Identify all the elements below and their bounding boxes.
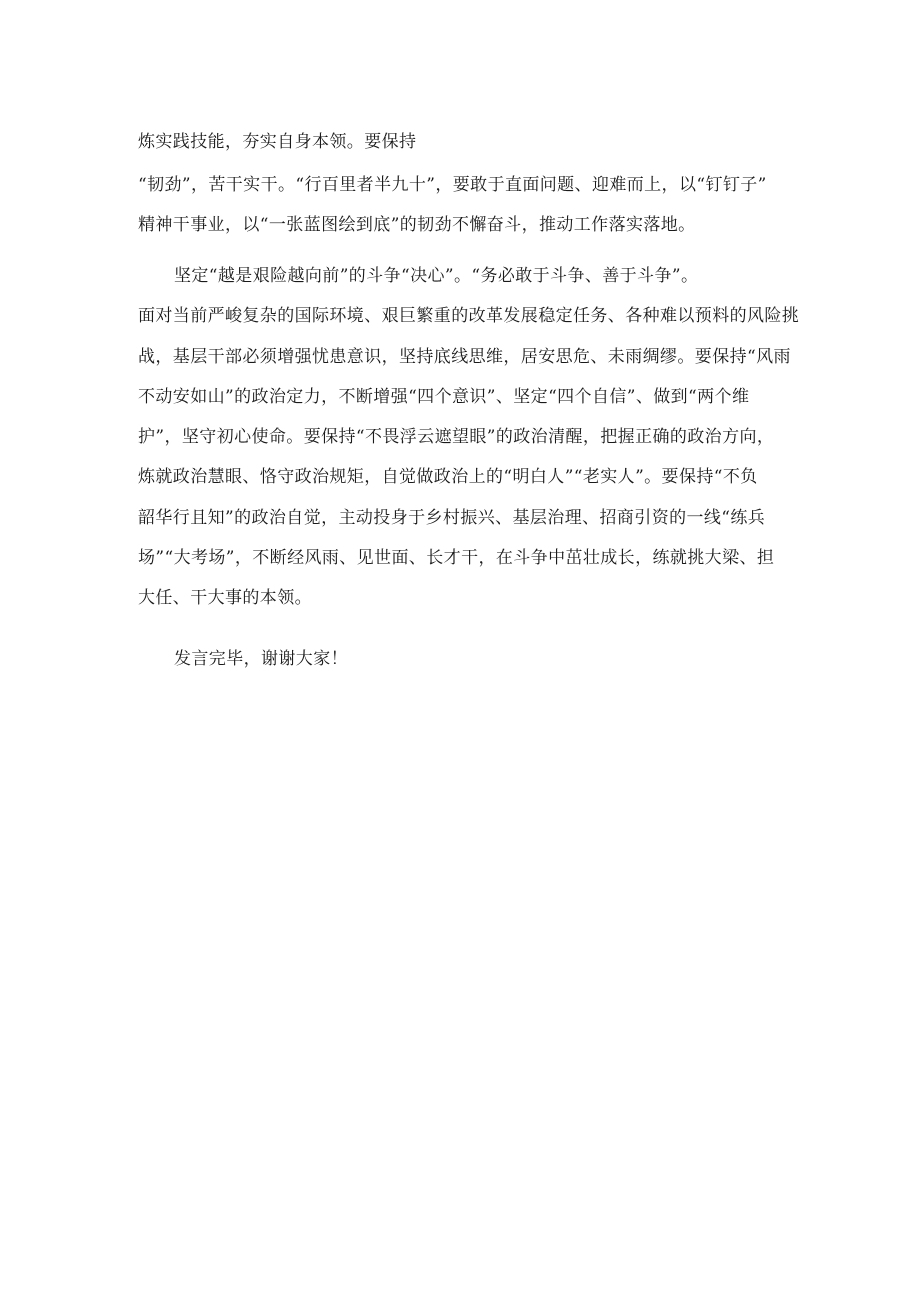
paragraph-line: 炼实践技能，夯实自身本领。要保持: [138, 132, 417, 152]
paragraph-line: 精神干事业，以“一张蓝图绘到底”的韧劲不懈奋斗，推动工作落实落地。: [138, 215, 696, 235]
paragraph-line: 面对当前严峻复杂的国际环境、艰巨繁重的改革发展稳定任务、各种难以预料的风险挑: [138, 306, 800, 326]
paragraph-line: 大任、干大事的本领。: [138, 588, 312, 608]
paragraph-line: 韶华行且知”的政治自觉，主动投身于乡村振兴、基层治理、招商引资的一线“练兵: [138, 508, 766, 528]
paragraph-heading-line: 坚定“越是艰险越向前”的斗争“决心”。“务必敢于斗争、善于斗争”。: [174, 266, 699, 286]
closing-line: 发言完毕，谢谢大家！: [174, 649, 348, 669]
paragraph-line: 战，基层干部必须增强忧患意识，坚持底线思维，居安思危、未雨绸缪。要保持“风雨: [138, 347, 791, 367]
paragraph-line: “韧劲”，苦干实干。“行百里者半九十”，要敢于直面问题、迎难而上，以“钉钉子”: [138, 175, 767, 195]
paragraph-line: 护”，坚守初心使命。要保持“不畏浮云遮望眼”的政治清醒，把握正确的政治方向，: [138, 427, 775, 447]
paragraph-line: 不动安如山”的政治定力，不断增强“四个意识”、坚定“四个自信”、做到“两个维: [138, 387, 750, 407]
paragraph-line: 炼就政治慧眼、恪守政治规矩，自觉做政治上的“明白人”“老实人”。要保持“不负: [138, 467, 758, 487]
paragraph-line: 场”“大考场”，不断经风雨、见世面、长才干，在斗争中茁壮成长，练就挑大梁、担: [138, 548, 775, 568]
